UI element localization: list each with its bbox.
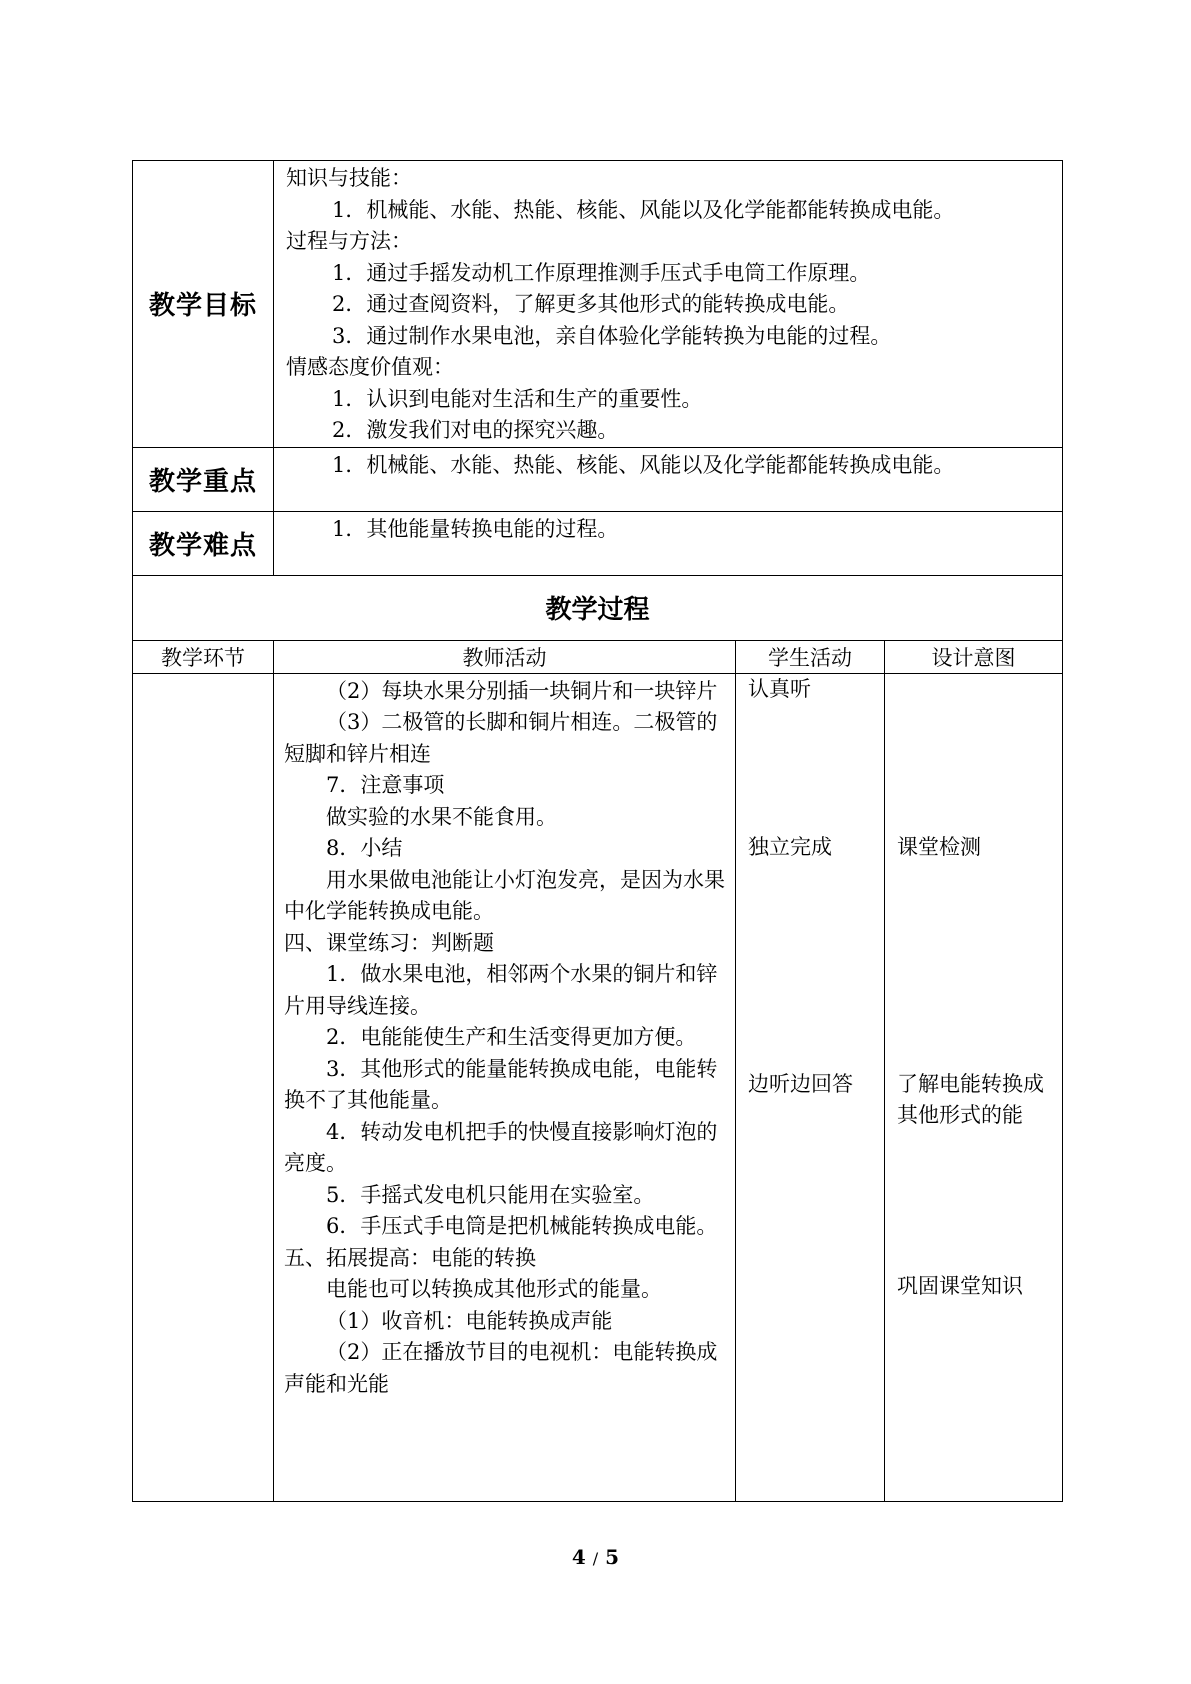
design-intent: [885, 673, 1063, 1501]
teacher-line: 四、课堂练习：判断题: [284, 930, 494, 955]
teacher-line: 8．小结: [326, 836, 403, 860]
key-points-label: 教学重点: [133, 447, 274, 511]
student-activities: [736, 673, 885, 1501]
objective-line: 3．通过制作水果电池，亲自体验化学能转换为电能的过程。: [332, 323, 892, 348]
process-body-row: [133, 673, 1063, 1501]
objective-line: 情感态度价值观：: [286, 355, 454, 379]
header-teacher: 教师活动: [274, 640, 736, 673]
stage-cell: [133, 673, 274, 1501]
objective-line: 1．机械能、水能、热能、核能、风能以及化学能都能转换成电能。: [332, 197, 955, 222]
objective-line: 1．认识到电能对生活和生产的重要性。: [332, 386, 703, 411]
objective-line: 1．通过手摇发动机工作原理推测手压式手电筒工作原理。: [332, 260, 871, 285]
teacher-line: 3．其他形式的能量能转换成电能，电能转换不了其他能量。: [284, 1056, 718, 1112]
difficulties-row: [133, 511, 1063, 575]
header-student: 学生活动: [736, 640, 885, 673]
difficulties-label: 教学难点: [133, 511, 274, 575]
teacher-line: 4．转动发电机把手的快慢直接影响灯泡的亮度。: [284, 1119, 718, 1175]
difficulties-text: 1．其他能量转换电能的过程。: [332, 516, 619, 541]
header-stage: 教学环节: [133, 640, 274, 673]
student-item: 独立完成: [748, 834, 832, 859]
header-intent: 设计意图: [885, 640, 1063, 673]
process-title: 教学过程: [133, 575, 1063, 640]
intent-item: 课堂检测: [897, 834, 981, 859]
teacher-line: 5．手摇式发电机只能用在实验室。: [326, 1182, 655, 1207]
objectives-content: [274, 161, 1063, 448]
objective-line: 2．通过查阅资料，了解更多其他形式的能转换成电能。: [332, 292, 850, 316]
intent-item: 了解电能转换成其他形式的能: [897, 1071, 1044, 1127]
key-points-text: 1．机械能、水能、热能、核能、风能以及化学能都能转换成电能。: [332, 452, 955, 477]
page-separator: /: [592, 1549, 599, 1568]
teacher-line: （1）收音机：电能转换成声能: [326, 1308, 613, 1333]
page-current: 4: [571, 1545, 586, 1569]
key-points-row: [133, 447, 1063, 511]
objective-line: 2．激发我们对电的探究兴趣。: [332, 418, 619, 442]
process-title-row: [133, 575, 1063, 640]
page-number: [0, 1545, 1191, 1569]
objectives-label: 教学目标: [133, 161, 274, 448]
teacher-line: 做实验的水果不能食用。: [326, 804, 557, 829]
student-item: 认真听: [748, 676, 811, 701]
teacher-line: （2）正在播放节目的电视机：电能转换成声能和光能: [284, 1340, 718, 1396]
teacher-line: 用水果做电池能让小灯泡发亮，是因为水果中化学能转换成电能。: [284, 867, 725, 923]
teacher-line: 1．做水果电池，相邻两个水果的铜片和锌片用导线连接。: [284, 962, 718, 1018]
teacher-line: 五、拓展提高：电能的转换: [284, 1245, 536, 1270]
teacher-line: 7．注意事项: [326, 773, 445, 797]
teacher-line: （3）二极管的长脚和铜片相连。二极管的短脚和锌片相连: [284, 710, 718, 766]
key-points-content: [274, 447, 1063, 511]
objectives-row: [133, 161, 1063, 448]
teacher-line: 6．手压式手电筒是把机械能转换成电能。: [326, 1214, 718, 1238]
objective-line: 过程与方法：: [286, 229, 412, 253]
teacher-line: （2）每块水果分别插一块铜片和一块锌片: [326, 678, 718, 703]
student-item: 边听边回答: [748, 1071, 853, 1096]
difficulties-content: [274, 511, 1063, 575]
teacher-line: 2．电能能使生产和生活变得更加方便。: [326, 1025, 697, 1049]
teacher-activities: [274, 673, 736, 1501]
lesson-plan-table: [132, 160, 1063, 1502]
objective-line: 知识与技能：: [286, 166, 412, 190]
page-total: 5: [605, 1545, 620, 1569]
process-header-row: [133, 640, 1063, 673]
teacher-line: 电能也可以转换成其他形式的能量。: [326, 1277, 662, 1301]
intent-item: 巩固课堂知识: [897, 1273, 1023, 1298]
